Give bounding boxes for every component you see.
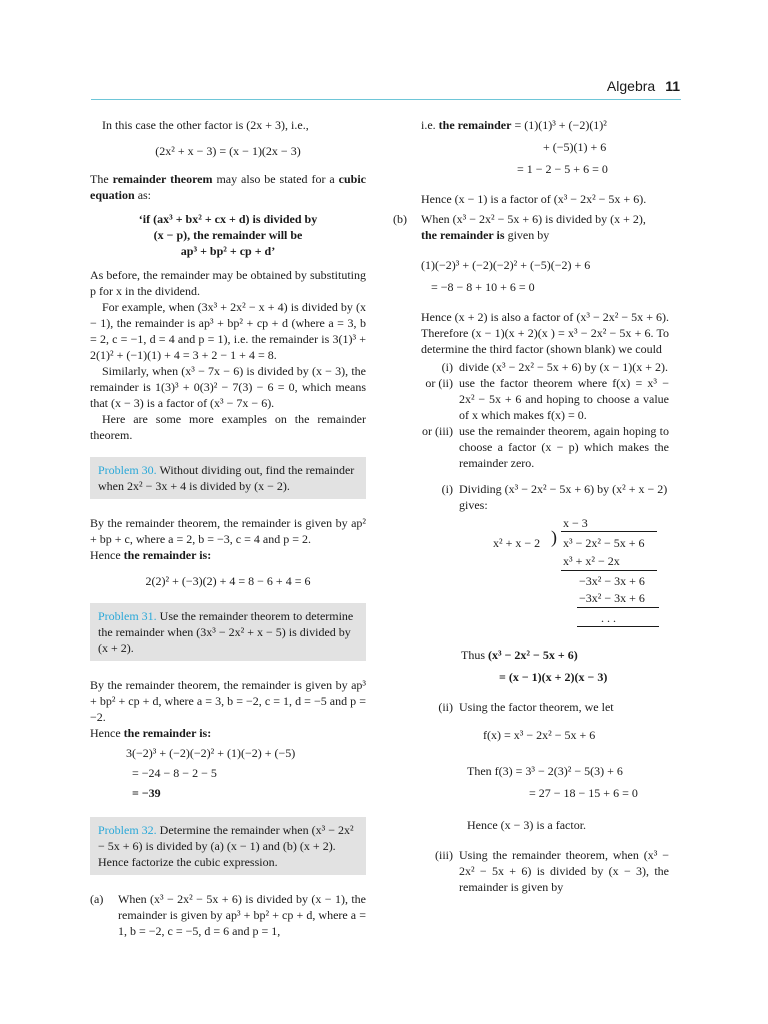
page-number: 11 [665, 78, 680, 94]
header-rule [91, 99, 681, 100]
equation: + (−5)(1) + 6 [543, 140, 607, 154]
paragraph [90, 725, 366, 741]
paragraph: Hence (x − 3) is a factor. [467, 818, 587, 832]
item-text: use the factor theorem where f(x) = x³ − 2x² − 5x + 6 and hoping to choose a value of x which makes f(x) = 0. [459, 376, 669, 422]
term: remainder theorem [112, 172, 213, 186]
problem-label: Problem 32. [98, 823, 157, 837]
item-label: (i) [441, 360, 453, 374]
equation: Then f(3) = 3³ − 2(3)² − 5(3) + 6 [467, 764, 623, 778]
item-label: (b) [393, 212, 407, 226]
item-text: When (x³ − 2x² − 5x + 6) is divided by (x − 1), the remainder is given by ap³ + bp² + cp + d, where a = 1, b = −2, c = −5, d = 6 and p = 1, [118, 892, 366, 938]
item-text: Dividing (x³ − 2x² − 5x + 6) by (x² + x − 2) gives: [459, 482, 668, 512]
text: given by [504, 228, 550, 242]
section-title: Algebra [606, 78, 656, 94]
list-item [393, 359, 669, 375]
term: cubic equation [90, 172, 367, 202]
division-rule [577, 626, 659, 627]
text: as: [134, 188, 152, 202]
equation [421, 117, 669, 133]
text: = (1)(1)³ + (−2)(1)² [511, 118, 607, 132]
paragraph: By the remainder theorem, the remainder is given by ap² + bp + c, where a = 2, b = −3, c = 4 and p = 2. [90, 516, 366, 546]
equation: = (x − 1)(x + 2)(x − 3) [499, 670, 608, 684]
paragraph: In this case the other factor is (2x + 3), i.e., [102, 118, 309, 132]
item-label: (ii) [438, 700, 453, 714]
item-text: divide (x³ − 2x² − 5x + 6) by (x − 1)(x + 2). [459, 360, 669, 374]
paragraph [421, 227, 669, 243]
long-division [393, 513, 669, 631]
problem-box [90, 457, 366, 499]
list-item [393, 423, 669, 471]
division-rule [577, 607, 659, 608]
item-body [421, 211, 669, 357]
equation: = 27 − 18 − 15 + 6 = 0 [529, 786, 638, 800]
theorem-line: ‘if (ax³ + bx² + cx + d) is divided by [138, 212, 318, 226]
problem-label: Problem 30. [98, 463, 157, 477]
division-dividend: x³ − 2x² − 5x + 6 [563, 536, 645, 550]
paragraph: Hence (x + 2) is also a factor of (x³ − 2x² − 5x + 6). Therefore (x − 1)(x + 2)(x ) = x³ − 2x² − 5x + 6. To determine the third factor (shown blank) we could [421, 310, 669, 356]
paragraph: As before, the remainder may be obtained by substituting p for x in the dividend. [90, 268, 366, 298]
text: may also be stated for a [212, 172, 339, 186]
equation: = −39 [132, 786, 161, 800]
equation: (1)(−2)³ + (−2)(−2)² + (−5)(−2) + 6 [421, 258, 591, 272]
theorem-line: (x − p), the remainder will be [153, 228, 303, 242]
item-label: or (iii) [422, 424, 453, 438]
equation: = −24 − 8 − 2 − 5 [132, 766, 217, 780]
paragraph: Similarly, when (x³ − 7x − 6) is divided by (x − 3), the remainder is 1(3)³ + 0(3)² − 7(3) − 6 = 0, which means that (x − 3) is a factor of (x³ − 7x − 6). [90, 364, 366, 410]
paragraph [90, 171, 366, 203]
list-item [393, 211, 669, 357]
left-column [90, 117, 366, 939]
paragraph: By the remainder theorem, the remainder is given by ap³ + bp² + cp + d, where a = 3, b = −2, c = 1, d = −5 and p = −2. [90, 678, 366, 724]
equation: = −8 − 8 + 10 + 6 = 0 [431, 280, 535, 294]
problem-box [90, 817, 366, 875]
term: the remainder is [421, 228, 505, 242]
paragraph [90, 547, 366, 563]
paragraph: For example, when (3x³ + 2x² − x + 4) is divided by (x − 1), the remainder is ap³ + bp² + cp + d (where a = 3, b = 2, c = −1, d = 4 and p = 1), i.e. the remainder is 3(1)³ + 2(1)² + (−1)(1) + 4 = 3 + 2 − 1 + 4 = 8. [90, 300, 366, 362]
problem-label: Problem 31. [98, 609, 157, 623]
equation: f(x) = x³ − 2x² − 5x + 6 [483, 728, 596, 742]
text: Hence [90, 726, 124, 740]
paragraph: Here are some more examples on the remainder theorem. [90, 412, 366, 442]
division-rule [561, 570, 657, 571]
division-line: −3x² − 3x + 6 [579, 574, 645, 588]
problem-text: Determine the remainder when (x³ − 2x² − 5x + 6) is divided by (a) (x − 1) and (b) (x + 2). Hence factorize the cubic expression. [98, 823, 354, 869]
list-item [393, 699, 669, 715]
division-line: −3x² − 3x + 6 [579, 591, 645, 605]
division-bracket: ) [551, 527, 557, 547]
item-label: (iii) [435, 848, 453, 862]
equation [461, 647, 669, 663]
paragraph: Hence (x − 1) is a factor of (x³ − 2x² − 5x + 6). [421, 192, 647, 206]
equation: 2(2)² + (−3)(2) + 4 = 8 − 6 + 4 = 6 [145, 574, 311, 588]
division-divisor: x² + x − 2 [493, 536, 541, 550]
term: the remainder is: [123, 726, 212, 740]
term: (x³ − 2x² − 5x + 6) [488, 648, 578, 662]
item-label: (i) [441, 482, 453, 496]
right-column [393, 117, 669, 895]
item-label: (a) [90, 892, 104, 906]
division-line: . . . [601, 611, 616, 625]
list-item [90, 891, 366, 939]
running-header [607, 78, 680, 94]
division-line: x³ + x² − 2x [563, 554, 620, 568]
item-text: Using the remainder theorem, when (x³ − 2x² − 5x + 6) is divided by (x − 3), the remainder is given by [459, 848, 669, 894]
paragraph: When (x³ − 2x² − 5x + 6) is divided by (x + 2), [421, 212, 646, 226]
equation: 3(−2)³ + (−2)(−2)² + (1)(−2) + (−5) [126, 746, 296, 760]
list-item [393, 847, 669, 895]
text: The [90, 172, 113, 186]
text: i.e. [421, 118, 439, 132]
term: the remainder is: [123, 548, 212, 562]
problem-text: Without dividing out, find the remainder when 2x² − 3x + 4 is divided by (x − 2). [98, 463, 355, 493]
theorem-line: ap³ + bp² + cp + d’ [180, 244, 276, 258]
equation: (2x² + x − 3) = (x − 1)(2x − 3) [155, 144, 301, 158]
problem-text: Use the remainder theorem to determine the remainder when (3x³ − 2x² + x − 5) is divided by (x + 2). [98, 609, 354, 655]
division-quotient: x − 3 [563, 516, 588, 530]
term: the remainder [438, 118, 512, 132]
problem-box [90, 603, 366, 661]
division-bar [561, 531, 657, 532]
item-text: use the remainder theorem, again hoping to choose a factor (x − p) which makes the remainder zero. [459, 424, 669, 470]
list-item [393, 375, 669, 423]
text: Thus [461, 648, 488, 662]
item-label: or (ii) [425, 376, 453, 390]
equation: = 1 − 2 − 5 + 6 = 0 [517, 162, 608, 176]
item-text: Using the factor theorem, we let [459, 700, 614, 714]
text: Hence [90, 548, 124, 562]
list-item [393, 481, 669, 513]
